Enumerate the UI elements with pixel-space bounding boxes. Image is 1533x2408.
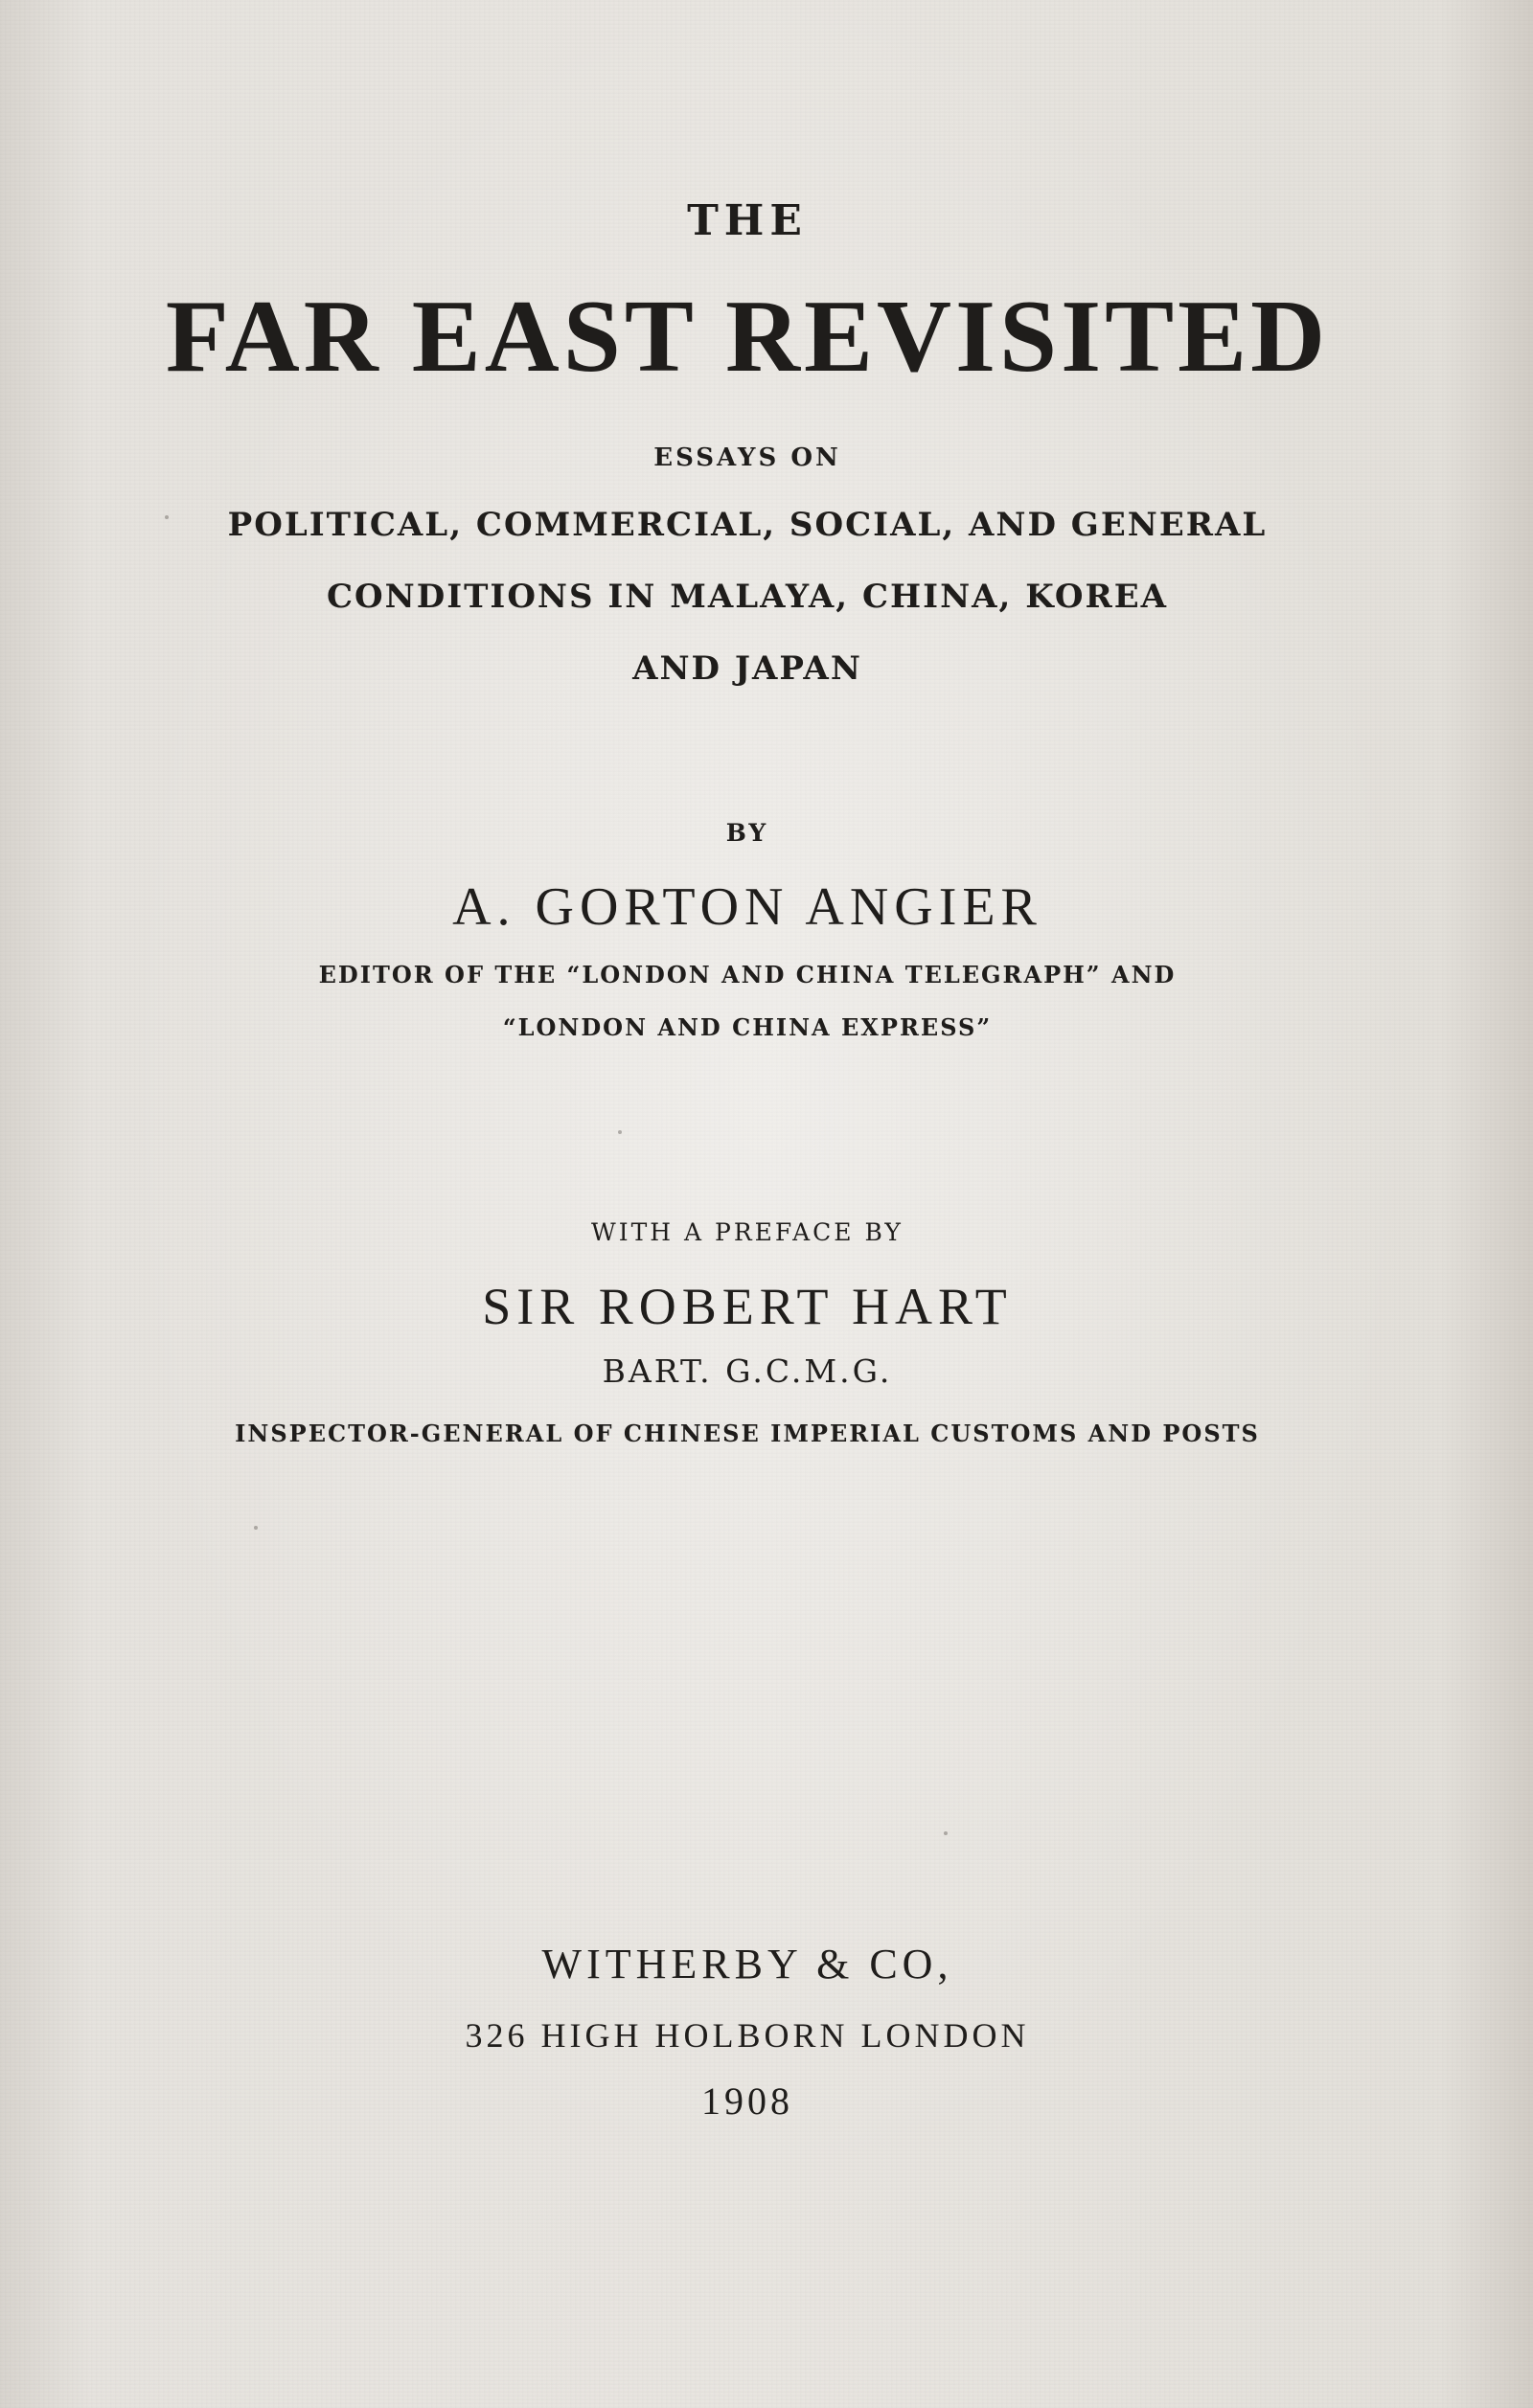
preface-intro: WITH A PREFACE BY <box>591 1218 904 1246</box>
author-role-line: “LONDON AND CHINA EXPRESS” <box>502 1013 993 1041</box>
publication-year: 1908 <box>701 2079 793 2123</box>
essays-on-label: ESSAYS ON <box>653 443 841 472</box>
paper-speck <box>254 1526 258 1530</box>
book-title: FAR EAST REVISITED <box>165 280 1330 394</box>
paper-speck <box>618 1130 622 1134</box>
preface-role: INSPECTOR-GENERAL OF CHINESE IMPERIAL CUSTOMS AND POSTS <box>235 1420 1260 1447</box>
publisher-name: WITHERBY & CO, <box>541 1941 953 1988</box>
paper-speck <box>944 1831 948 1835</box>
by-label: BY <box>725 819 769 847</box>
subtitle-line: POLITICAL, COMMERCIAL, SOCIAL, AND GENERAL <box>227 506 1268 544</box>
paper-speck <box>165 515 169 519</box>
author-role-line: EDITOR OF THE “LONDON AND CHINA TELEGRAPH” AND <box>318 961 1177 988</box>
preface-honours: BART. G.C.M.G. <box>602 1352 893 1390</box>
subtitle-line: CONDITIONS IN MALAYA, CHINA, KOREA <box>326 578 1169 616</box>
preface-author: SIR ROBERT HART <box>482 1278 1013 1335</box>
subtitle-line: AND JAPAN <box>632 649 862 688</box>
author-name: A. GORTON ANGIER <box>452 877 1042 937</box>
publisher-address: 326 HIGH HOLBORN LONDON <box>465 2016 1030 2055</box>
title-article: THE <box>687 196 808 245</box>
